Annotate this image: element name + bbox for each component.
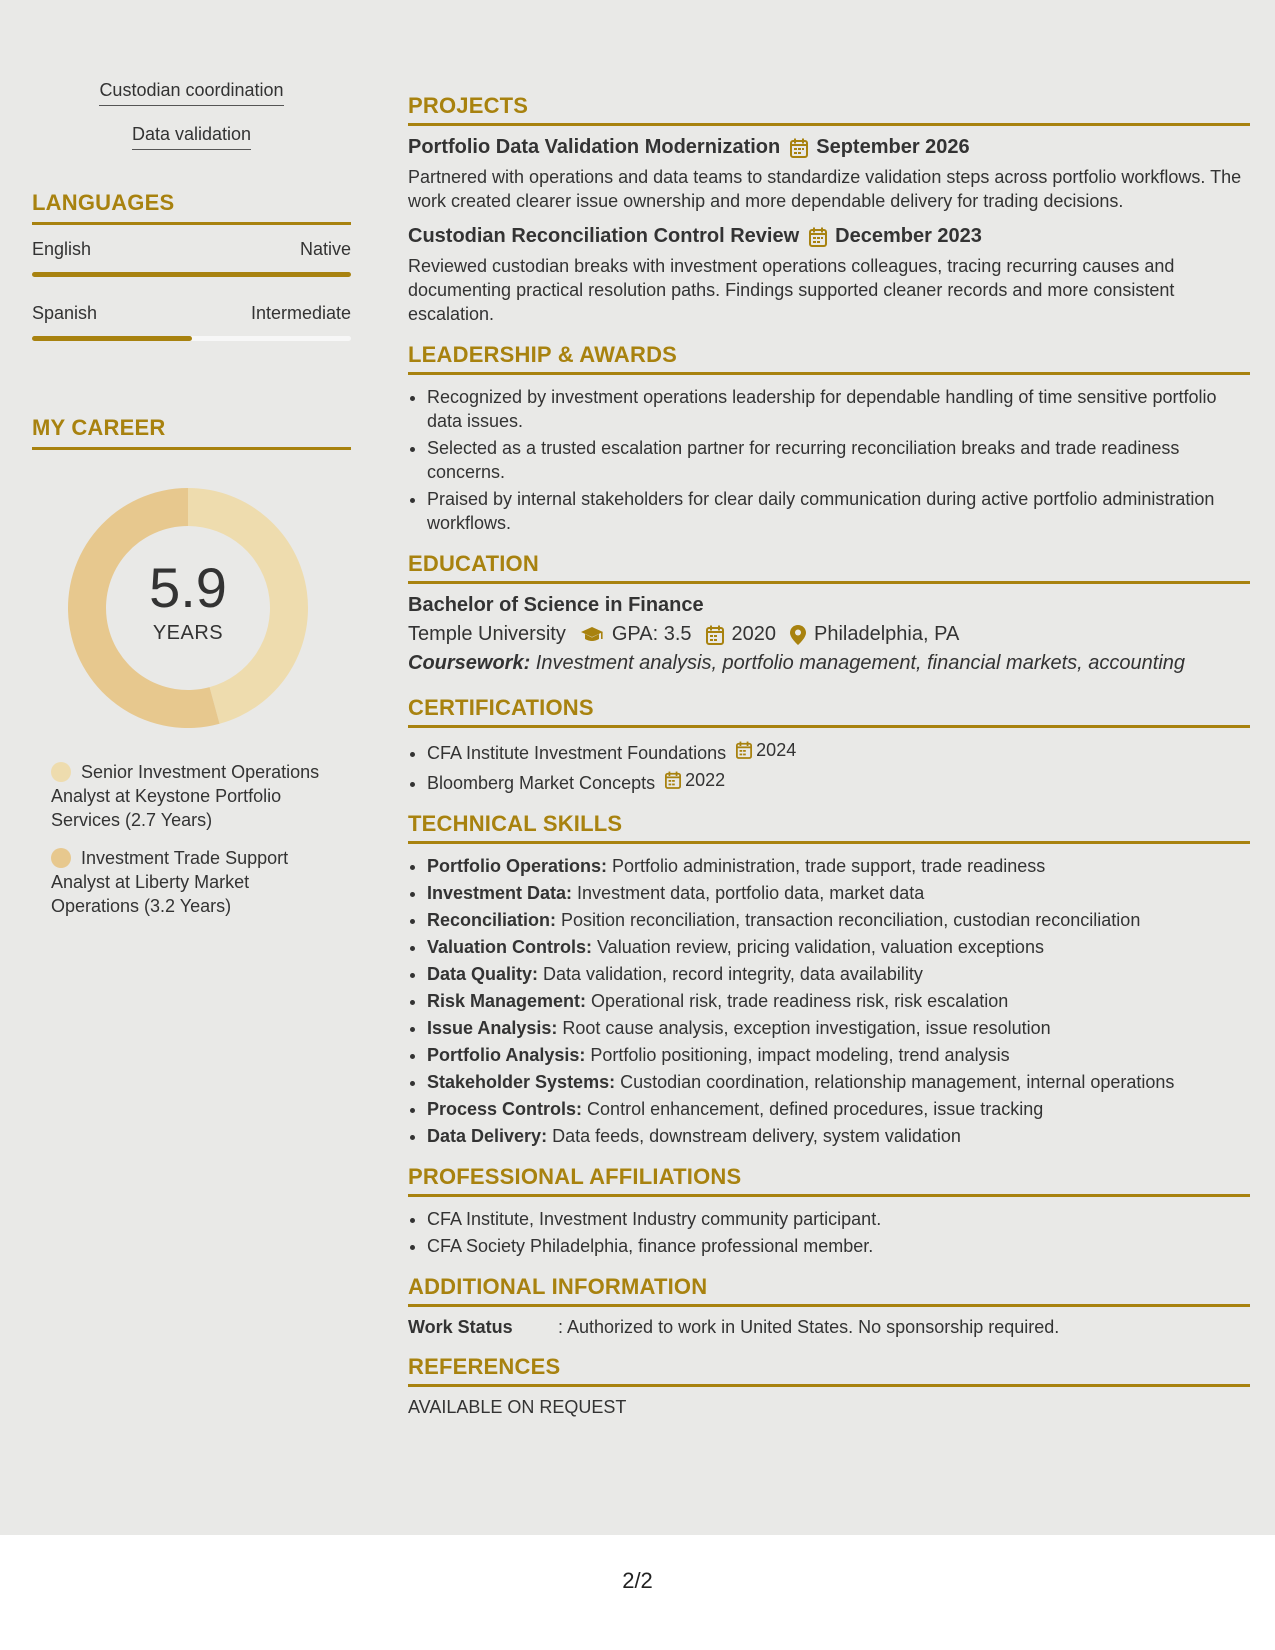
certification-item: [427, 768, 1250, 795]
certifications-heading: CERTIFICATIONS: [408, 695, 1250, 728]
affiliations-heading: PROFESSIONAL AFFILIATIONS: [408, 1164, 1250, 1197]
skill-values: Data validation, record integrity, data availability: [538, 964, 923, 984]
work-status-label: Work Status: [408, 1317, 513, 1337]
project-date: December 2023: [835, 225, 982, 247]
skill-category: Process Controls:: [427, 1099, 583, 1119]
legend-dot: [51, 848, 71, 868]
education-coursework: [408, 652, 1250, 675]
certification-year: 2024: [756, 740, 797, 760]
career-legend-label: Investment Trade Support Analyst at Liberty Market Operations (3.2 Years): [51, 848, 289, 916]
project-name: Portfolio Data Validation Modernization: [408, 136, 781, 158]
project-title-row: [408, 136, 1250, 159]
work-status-value: : Authorized to work in United States. No sponsorship required.: [558, 1317, 1060, 1337]
references-heading: REFERENCES: [408, 1354, 1250, 1387]
skill-item: [427, 908, 1250, 932]
skill-values: Custodian coordination, relationship management, internal operations: [615, 1072, 1175, 1092]
skill-category: Valuation Controls:: [427, 937, 593, 957]
language-level: Intermediate: [250, 303, 351, 323]
additional-info-heading: ADDITIONAL INFORMATION: [408, 1274, 1250, 1307]
education-details: [408, 623, 1250, 646]
language-bar: [32, 336, 351, 341]
language-item: [32, 239, 351, 277]
skill-category: Data Delivery:: [427, 1126, 548, 1146]
project-date: September 2026: [816, 136, 970, 158]
education-section: [408, 551, 1250, 675]
skill-item: [427, 1043, 1250, 1067]
calendar-icon: [809, 227, 827, 247]
calendar-icon: [736, 741, 752, 759]
affiliation-item: • CFA Society Philadelphia, finance professional member.: [427, 1234, 1250, 1258]
coursework-label: Coursework:: [408, 652, 531, 674]
career-total-unit: YEARS: [152, 622, 224, 644]
projects-section: [408, 93, 1250, 326]
certification-name: Bloomberg Market Concepts: [427, 773, 656, 793]
skill-item: [427, 962, 1250, 986]
language-name: English: [32, 239, 92, 259]
education-gpa: GPA: 3.5: [611, 623, 692, 645]
skill-values: Data feeds, downstream delivery, system validation: [547, 1126, 961, 1146]
career-legend-label: Senior Investment Operations Analyst at Keystone Portfolio Services (2.7 Years): [51, 762, 320, 830]
skill-item: [427, 1124, 1250, 1148]
skill-item: [427, 881, 1250, 905]
career-total-years: 5.9: [149, 556, 227, 619]
language-bar-fill: [32, 272, 351, 277]
references-text: AVAILABLE ON REQUEST: [408, 1397, 627, 1417]
skill-values: Control enhancement, defined procedures, issue tracking: [582, 1099, 1044, 1119]
skill-category: Portfolio Analysis:: [427, 1045, 586, 1065]
career-heading: MY CAREER: [32, 415, 351, 450]
graduation-cap-icon: [580, 626, 604, 644]
main-content: [408, 93, 1250, 1434]
certification-year: 2022: [685, 770, 726, 790]
skill-tag-item: [32, 124, 351, 150]
skill-item: [427, 989, 1250, 1013]
leadership-section: [408, 342, 1250, 535]
calendar-icon: [790, 138, 808, 158]
references-section: [408, 1354, 1250, 1418]
affiliations-section: [408, 1164, 1250, 1258]
location-pin-icon: [790, 625, 806, 645]
language-name: Spanish: [32, 303, 98, 323]
legend-dot: [51, 762, 71, 782]
skill-category: Portfolio Operations:: [427, 856, 607, 876]
skill-values: Root cause analysis, exception investigation, issue resolution: [557, 1018, 1051, 1038]
education-location: Philadelphia, PA: [814, 623, 960, 645]
skill-values: Portfolio administration, trade support, trade readiness: [607, 856, 1046, 876]
project-title-row: [408, 225, 1250, 248]
certifications-section: [408, 695, 1250, 795]
skill-category: Stakeholder Systems:: [427, 1072, 616, 1092]
leadership-item: • Selected as a trusted escalation partner for recurring reconciliation breaks and trade readiness concerns.: [427, 436, 1250, 484]
project-description: Reviewed custodian breaks with investment operations colleagues, tracing recurring causes and documenting practical resolution paths. Findings supported cleaner records and more consistent escalation.: [408, 256, 1175, 324]
project-name: Custodian Reconciliation Control Review: [408, 225, 800, 247]
career-legend-item: [51, 846, 321, 918]
skill-tag-item: [32, 80, 351, 106]
skill-item: [427, 1070, 1250, 1094]
career-legend: [51, 760, 351, 918]
leadership-heading: LEADERSHIP & AWARDS: [408, 342, 1250, 375]
technical-skills-heading: TECHNICAL SKILLS: [408, 811, 1250, 844]
career-legend-item: [51, 760, 321, 832]
skill-category: Reconciliation:: [427, 910, 557, 930]
affiliation-item: • CFA Institute, Investment Industry community participant.: [427, 1207, 1250, 1231]
skill-values: Position reconciliation, transaction reconciliation, custodian reconciliation: [556, 910, 1141, 930]
education-degree: Bachelor of Science in Finance: [408, 594, 704, 616]
skill-item: [427, 1097, 1250, 1121]
sidebar: [32, 80, 351, 932]
language-level: Native: [299, 239, 351, 259]
skill-tag: Custodian coordination: [99, 80, 283, 106]
education-year: 2020: [731, 623, 776, 645]
skill-values: Operational risk, trade readiness risk, risk escalation: [586, 991, 1009, 1011]
certification-name: CFA Institute Investment Foundations: [427, 743, 727, 763]
certification-item: [427, 738, 1250, 765]
additional-info-section: [408, 1274, 1250, 1338]
calendar-icon: [706, 625, 724, 645]
skill-item: [427, 1016, 1250, 1040]
leadership-item: • Recognized by investment operations leadership for dependable handling of time sensitive portfolio data issues.: [427, 385, 1250, 433]
project-description: Partnered with operations and data teams to standardize validation steps across portfolio workflows. The work created clearer issue ownership and more dependable delivery for trading decisions.: [408, 167, 1242, 211]
projects-heading: PROJECTS: [408, 93, 1250, 126]
skill-values: Valuation review, pricing validation, valuation exceptions: [592, 937, 1044, 957]
skill-tag: Data validation: [132, 124, 251, 150]
education-school: Temple University: [408, 623, 566, 645]
skill-item: [427, 935, 1250, 959]
skill-category: Issue Analysis:: [427, 1018, 558, 1038]
technical-skills-section: [408, 811, 1250, 1148]
work-status-row: [408, 1317, 1250, 1338]
skill-category: Data Quality:: [427, 964, 539, 984]
leadership-item: • Praised by internal stakeholders for clear daily communication during active portfolio administration workflows.: [427, 487, 1250, 535]
career-donut: [68, 488, 308, 728]
language-item: [32, 303, 351, 341]
calendar-icon: [665, 771, 681, 789]
page-number: 2/2: [622, 1568, 653, 1593]
language-bar: [32, 272, 351, 277]
skill-values: Portfolio positioning, impact modeling, trend analysis: [585, 1045, 1010, 1065]
language-bar-fill: [32, 336, 192, 341]
skill-category: Risk Management:: [427, 991, 587, 1011]
skill-category: Investment Data:: [427, 883, 573, 903]
skill-item: [427, 854, 1250, 878]
skill-values: Investment data, portfolio data, market data: [572, 883, 925, 903]
languages-heading: LANGUAGES: [32, 190, 351, 225]
education-heading: EDUCATION: [408, 551, 1250, 584]
coursework-text: Investment analysis, portfolio management, financial markets, accounting: [530, 652, 1186, 674]
